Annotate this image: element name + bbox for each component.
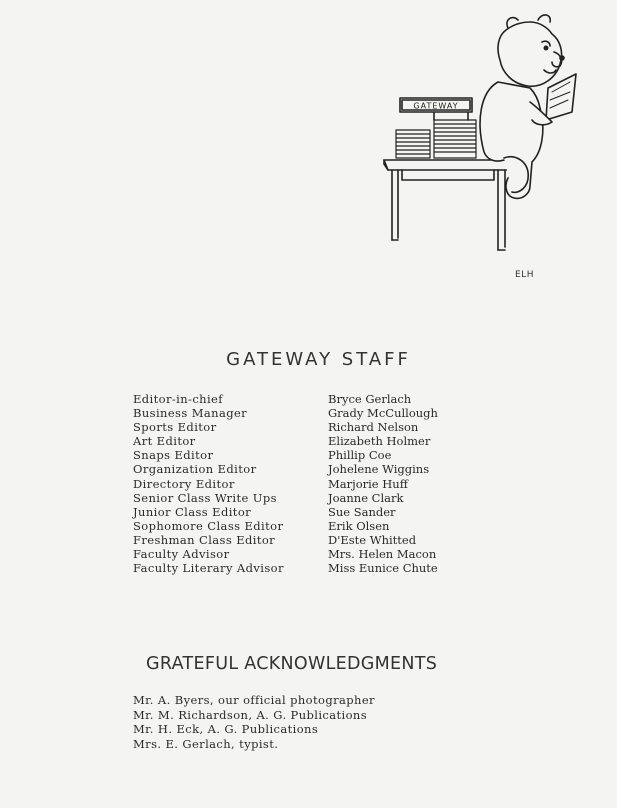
staff-role: Faculty Advisor [133, 547, 230, 562]
staff-row [133, 533, 453, 547]
staff-name: Johelene Wiggins [328, 462, 430, 477]
staff-role: Editor-in-chief [133, 392, 223, 406]
staff-name: D'Este Whitted [328, 532, 417, 547]
table-drawing [384, 160, 514, 250]
staff-row [133, 505, 453, 519]
staff-row [133, 392, 453, 406]
staff-role: Directory Editor [133, 476, 235, 491]
staff-name: Elizabeth Holmer [328, 434, 431, 449]
gateway-sign [400, 98, 472, 120]
staff-name: Marjorie Huff [328, 476, 408, 491]
staff-row [133, 420, 453, 434]
staff-role: Freshman Class Editor [133, 532, 276, 547]
acknowledgments-list [133, 693, 375, 751]
staff-role: Organization Editor [133, 462, 257, 477]
books-stack-right [434, 120, 476, 158]
staff-row [133, 434, 453, 448]
sign-text: GATEWAY [413, 101, 459, 111]
artist-signature: ELH [515, 270, 534, 280]
staff-row [133, 448, 453, 462]
staff-row [133, 477, 453, 491]
staff-role: Junior Class Editor [133, 504, 252, 519]
staff-row [133, 462, 453, 476]
books-stack-left [396, 130, 430, 158]
staff-role: Sophomore Class Editor [133, 518, 284, 533]
staff-name: Joanne Clark [328, 490, 404, 505]
acknowledgments-title: GRATEFUL ACKNOWLEDGMENTS [146, 654, 438, 674]
staff-role: Senior Class Write Ups [133, 490, 277, 505]
staff-row [133, 491, 453, 505]
staff-name: Bryce Gerlach [328, 392, 412, 406]
staff-name: Erik Olsen [328, 518, 390, 533]
staff-role: Art Editor [133, 434, 196, 449]
staff-row [133, 406, 453, 420]
staff-name: Mrs. Helen Macon [328, 547, 437, 562]
acknowledgment-item: Mr. A. Byers, our official photographer [133, 693, 375, 707]
acknowledgment-item: Mr. H. Eck, A. G. Publications [133, 722, 319, 736]
acknowledgment-item: Mrs. E. Gerlach, typist. [133, 736, 279, 751]
staff-row [133, 561, 453, 575]
staff-list [133, 392, 453, 575]
staff-name: Richard Nelson [328, 420, 419, 435]
bear-reading-illustration [380, 12, 580, 272]
staff-row [133, 519, 453, 533]
staff-role: Faculty Literary Advisor [133, 561, 284, 576]
staff-role: Business Manager [133, 406, 248, 421]
staff-name: Sue Sander [328, 504, 396, 519]
staff-name: Miss Eunice Chute [328, 561, 438, 576]
staff-role: Snaps Editor [133, 448, 214, 463]
staff-name: Phillip Coe [328, 448, 392, 463]
staff-name: Grady McCullough [328, 406, 438, 421]
acknowledgment-item: Mr. M. Richardson, A. G. Publications [133, 707, 368, 722]
staff-role: Sports Editor [133, 420, 217, 435]
staff-title: GATEWAY STAFF [226, 349, 411, 370]
staff-row [133, 547, 453, 561]
